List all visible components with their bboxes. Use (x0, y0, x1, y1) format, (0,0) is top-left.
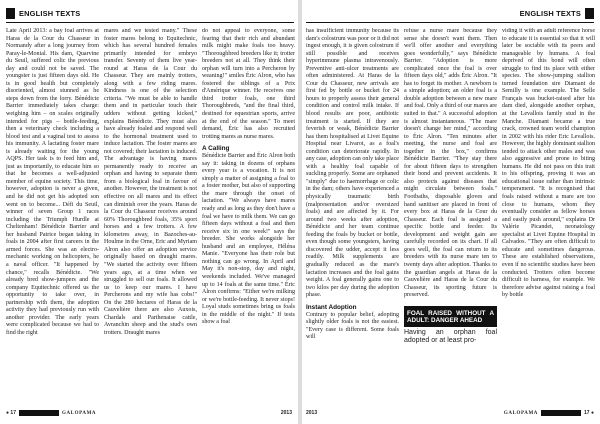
subheading: Instant Adoption (306, 303, 357, 311)
section-title: ENGLISH TEXTS (519, 9, 581, 18)
article-paragraph: viding it with an adult reference horse to educate it is essential so that it will later be sociable with its peers and manageable by humans. A foal deprived of this bond will often struggle to find its place with either species. The show-jumping stallion turned foundation sire Diamant de Semilly is one example. The Selle Français was bucket-raised after his dam died, alongside another orphan, at the Levallois family stud in the Manche. Diamant became a true crack, crowned team world champion in 2002 with his rider Eric Levallois. However, the highly dominant stallion tended to attack other males and was also aggressive and prone to biting humans. He did not pass on this trait to his offspring, proving it was an educational issue rather than intrinsic temperament. "It is recognised that foals raised without a mare are too close to humans, whom they eventually consider as fellow horses and easily push around," explains Dr Valérie Picandet, neonatology specialist at Livet Equine Hospital in Calvados. "They are often difficult to educate and sometimes dangerous. These are established observations, even if no scientific studies have been conducted. Trotters often become difficult to harness, for example. We therefore advise against raising a foal by bottle (502, 28, 595, 299)
text-column-2 (404, 28, 497, 402)
issue-year: 2013 (306, 410, 318, 416)
footer-year-block (281, 408, 292, 418)
article-paragraph: do not appeal to everyone, some fearing that their rich and abundant milk might make foals too heavy. "Thoroughbred breeders like it; trotter breeders not at all. They think their orphan will turn into a Percheron by weaning!" smiles Éric Alron, who has fostered the siblings of a Prix d'Amérique winner. He receives one third trotter foals, one third Thoroughbreds, "and the final third, destined for equestrian sports, arrive at the end of the season." To meet demand, Éric has also recruited trotting mares as nurse mares. (202, 28, 295, 140)
article-paragraph: refuse a nurse mare because they sense she doesn't want them. Then we'll offer another and everything goes wonderfully," says Bénédicte Barrier. "Adoption is more complicated once the foal is over fifteen days old," adds Éric Alron. "It has to forget its mother. A newborn is a simple adoption; an older foal is a double adoption between a new mare and foal. Only a third of our mares are suited to that." A successful adoption is almost instantaneous. "The mare doesn't change her mind," according to Éric Alron. "Ten minutes after meeting, the nurse and foal are together in the box," confirms Bénédicte Barrier. "They stay there for about fifteen days to strengthen their bond and prevent accidents. It also protects against diseases that might circulate between foals." Footbaths, disposable gloves and hand sanitiser are placed in front of every box at Haras de la Cour du Chasseur. Each foal is assigned a specific bottle and feeder. Its development and weight gain are carefully recorded on its chart. If all goes well, the foal can return to its breeders with its nurse mare ten to twenty days after adoption. Thanks to the guardian angels at Haras de la Cauvelière and Haras de la Cour du Chasseur, its sporting future is preserved. (404, 28, 497, 299)
left-page (0, 0, 298, 424)
page-footer (504, 408, 594, 418)
page-number: 17 ● (584, 410, 594, 416)
page-footer (6, 408, 96, 418)
magazine-name: GALOPAMA (61, 410, 97, 416)
right-page (302, 0, 600, 424)
article-paragraph: Late April 2013: a bay foal arrives at Haras de la Cour du Chasseur in Normandy after a long journey from Paray-le-Monial. His dam, Quarvine du Seuil, suffered colic the previous day and could not be saved. The youngster is just fifteen days old. He is in good health but completely disoriented, almost stunned as he steps down from the lorry. Bénédicte Barrier immediately takes charge: weighing him – on scales originally intended for pigs – bottle-feeding, then a veterinary check including a blood test and a vaginal test to assess his immunity. A lactating foster mare is already waiting for the young AQPS. Her task is to feed him and, just as importantly, to educate him so that he becomes a well-adjusted member of equine society. This time, however, adoption is never a given, and he did not get his adopted son went on to become... Défi du Seuil, winner of seven Group 1 races including the Triumph Hurdle at Cheltenham! Bénédicte Barrier and her husband Patrice began taking in foals in 2004 after first careers in the armed forces. She was an electro-mechanic working on helicopters, he a naval officer. "It happened by chance," recalls Bénédicte. "We already bred show-jumpers and the company Equitechnic offered us the opportunity to take over, in partnership with them, the adoption activity they had previously run with another provider. The early years were complicated because we had to find the right (6, 28, 99, 336)
page-number: ● 17 (6, 410, 16, 416)
header-rule (6, 22, 294, 23)
footer-bar (541, 410, 581, 416)
footer-bar (19, 410, 59, 416)
header-rule (306, 22, 594, 23)
article-paragraph: mares and we tested many." These foster mares belong to Equitechnic, which has several hundred females primarily intended for embryo transfer. Seventy of them live year-round at Haras de la Cour du Chasseur. They are mainly trotters, along with a few riding mares. Kindness is one of the selection criteria. "We must be able to handle them and in particular touch their udders without getting kicked," explains Bénédicte. They must also have already foaled and respond well to the hormonal treatment used to induce lactation. The foster mares are not covered; their lactation is induced. The advantage is having mares permanently ready to receive an orphan and having to separate them from a biological foal in favour of another. However, the treatment is not effective on all mares and its effect can diminish over the years. Haras de la Cour du Chasseur receives around 60% Thoroughbred foals, 35% sport horses and a few trotters. A few kilometres away, in Bazoches-au-Houlme in the Orne, Eric and Myriam Alron also offer an adoption service originally based on draught mares. "We started the activity over fifteen years ago, at a time when we struggled to sell our foals. It allowed us to keep our mares. I have Percherons and my wife has cobs!" On the 280 hectares of Haras de la Cauvelière there are also Auxois, Chardals and Parthenaise cattle, Avranchin sheep and the stud's own trotters. Draught mares (104, 28, 197, 336)
text-column-3 (202, 28, 295, 402)
magazine-name: GALOPAMA (503, 410, 539, 416)
section-header (6, 6, 84, 21)
article-paragraph: Contrary to popular belief, adopting slightly older foals is not the easiest. "Every case is different. Some foals will (306, 311, 399, 341)
text-column-1 (6, 28, 99, 402)
subheading: A Calling (202, 145, 230, 153)
header-marker (585, 8, 594, 19)
article-paragraph: Bénédicte Barrier and Éric Alron both say it: taking in dozens of orphans every year is a vocation. It is not simply a matter of assigning a foal to a foster mother, but also of supporting the mare through the onset of lactation. "We always have mares ready and as long as they don't have a foal we have to milk them. We can go fifteen days without a foal and then receive six in one week!" says the breeder. She works alongside her husband and an employee, Héléna Manie. "Everyone has their role but nothing can go wrong. In April and May it's non-stop, day and night, weekends included. We've managed up to 14 foals at the same time." Éric Alron confirms: "Either we're milking or we're bottle-feeding. It never stops! Loyal studs sometimes bring us foals in the middle of the night." If tests show a foal (202, 153, 295, 326)
sidebar-title: FOAL RAISED WITHOUT A ADULT: DANGER AHEAD (404, 308, 497, 327)
article-paragraph: has insufficient immunity because its dam's colostrum was poor or it did not ingest enough, it is given colostrum if still possible and receives hyperimmune plasma intravenously. Preventive anti-ulcer treatments are often administered. At Haras de la Cour du Chasseur, new arrivals are first fed by bottle or bucket for 24 hours to properly assess their general condition and control milk intake. If blood results are poor, antibiotic treatment is started. If they are feverish or weak, Bénédicte Barrier has them hospitalised at Livet Equine Hospital near Livarot, as a foal's condition can deteriorate rapidly. In any case, adoption can only take place with a healthy foal capable of suckling properly. Some are orphaned "simply" due to haemorrhage or colic in the dam; others have experienced a physically traumatic birth (malpresentation and/or oversized foals) and are affected by it. For around two weeks after adoption, Bénédicte and her team continue feeding the foals by bucket or bottle, even though some youngsters, having discovered the udder, accept it less readily. Milk supplements are gradually reduced as the mare's lactation increases and the foal gains weight. A foal generally gains one to two kilos per day during the adoption phase. (306, 28, 399, 299)
footer-year-block (306, 408, 317, 418)
issue-year: 2013 (280, 410, 292, 416)
section-title: ENGLISH TEXTS (19, 9, 81, 18)
text-column-1 (306, 28, 399, 402)
text-column-2 (104, 28, 197, 402)
section-header (516, 6, 594, 21)
sidebar-text: Having an orphan foal adopted or at least pro- (404, 328, 497, 345)
sidebar-box (404, 306, 497, 346)
text-column-3 (502, 28, 595, 402)
header-marker (6, 8, 15, 19)
